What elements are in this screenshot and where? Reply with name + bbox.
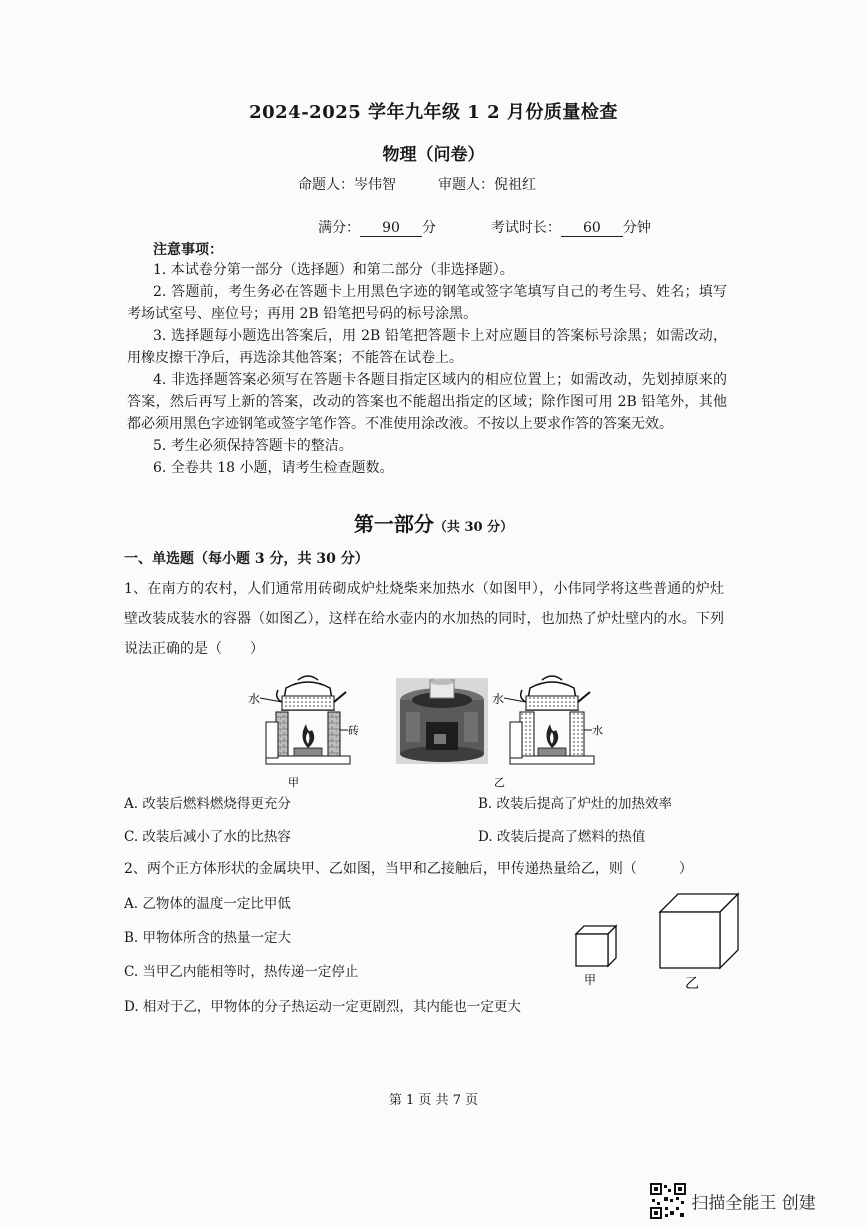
q2-option-c: C. 当甲乙内能相等时，热传递一定停止 — [124, 964, 359, 980]
q2-option-a: A. 乙物体的温度一定比甲低 — [124, 896, 291, 912]
watermark-text: 扫描全能王 创建 — [691, 1193, 816, 1214]
exam-subtitle: 物理（问卷） — [382, 145, 485, 165]
q1-option-a: A. 改装后燃料燃烧得更充分 — [124, 796, 291, 812]
part-title — [0, 508, 867, 537]
section-heading: 一、单选题（每小题 3 分，共 30 分） — [124, 551, 369, 567]
q1-option-d: D. 改装后提高了燃料的热值 — [478, 829, 646, 845]
qr-code-icon — [650, 1183, 686, 1219]
q1-stove-photo — [396, 678, 488, 764]
q1-stem: 1、在南方的农村，人们通常用砖砌成炉灶烧柴来加热水（如图甲），小伟同学将这些普通的炉灶壁改装成装水的容器（如图乙），这样在给水壶内的水加热的同时，也加热了炉灶壁内的水。下列说法正确的是（ ） — [124, 581, 724, 657]
notice-item: 5. 考生必须保持答题卡的整洁。 — [153, 438, 353, 454]
q2-cubes-figure — [570, 890, 750, 994]
notice-list — [127, 259, 727, 479]
q1-option-c: C. 改装后减小了水的比热容 — [124, 829, 291, 845]
q2-option-b: B. 甲物体所含的热量一定大 — [124, 930, 292, 946]
notice-item: 4. 非选择题答案必须写在答题卡各题目指定区域内的相应位置上；如需改动，先划掉原来的答案，然后再写上新的答案，改动的答案也不能超出指定的区域；除作图可用 2B 铅笔外，其他都必须用黑色字迹钢笔或签字笔作答。不准使用涂改液。不按以上要求作答的答案无效。 — [127, 372, 727, 432]
page-footer: 第 1 页 共 7 页 — [388, 1093, 479, 1108]
label-water-2: 水 — [592, 724, 603, 737]
authors-line — [298, 174, 578, 194]
cube-label-jia: 甲 — [584, 973, 597, 987]
label-jia: 甲 — [288, 776, 299, 789]
q1-figure-jia — [248, 672, 360, 790]
label-yi: 乙 — [494, 776, 505, 789]
score-value: 90 — [360, 220, 422, 237]
part-points: （共 30 分） — [433, 520, 514, 535]
notice-item: 2. 答题前，考生务必在答题卡上用黑色字迹的钢笔或签字笔填写自己的考生号、姓名；填写考场试室号、座位号；再用 2B 铅笔把号码的标号涂黑。 — [127, 284, 727, 322]
exam-title: 2024-2025 学年九年级 1 2 月份质量检查 — [249, 102, 618, 123]
label-water: 水 — [492, 692, 505, 706]
scanner-watermark — [650, 1183, 816, 1219]
author-label: 命题人：岑伟智 — [298, 177, 396, 193]
notice-item: 1. 本试卷分第一部分（选择题）和第二部分（非选择题）。 — [153, 262, 514, 278]
label-brick: 砖 — [348, 724, 359, 737]
notice-item: 6. 全卷共 18 小题，请考生检查题数。 — [153, 460, 394, 476]
notice-item: 3. 选择题每小题选出答案后，用 2B 铅笔把答题卡上对应题目的答案标号涂黑；如需改动，用橡皮擦干净后，再选涂其他答案；不能答在试卷上。 — [127, 328, 727, 366]
q2-option-d: D. 相对于乙，甲物体的分子热运动一定更剧烈，其内能也一定更大 — [124, 999, 521, 1015]
part-title-text: 第一部分 — [353, 512, 434, 536]
notice-heading: 注意事项： — [153, 242, 223, 258]
reviewer-label: 审题人：倪祖红 — [438, 177, 536, 193]
cube-label-yi: 乙 — [685, 976, 699, 992]
score-prefix: 满分： — [318, 220, 360, 236]
time-prefix: 考试时长： — [490, 220, 561, 236]
score-unit: 分 — [422, 220, 436, 236]
q1-figure-yi — [492, 672, 604, 790]
label-water: 水 — [248, 692, 261, 706]
score-line — [318, 217, 651, 237]
q1-option-b: B. 改装后提高了炉灶的加热效率 — [478, 796, 673, 812]
time-unit: 分钟 — [622, 220, 651, 236]
time-value: 60 — [561, 220, 623, 237]
q2-stem: 2、两个正方体形状的金属块甲、乙如图，当甲和乙接触后，甲传递热量给乙，则（ ） — [124, 861, 693, 877]
